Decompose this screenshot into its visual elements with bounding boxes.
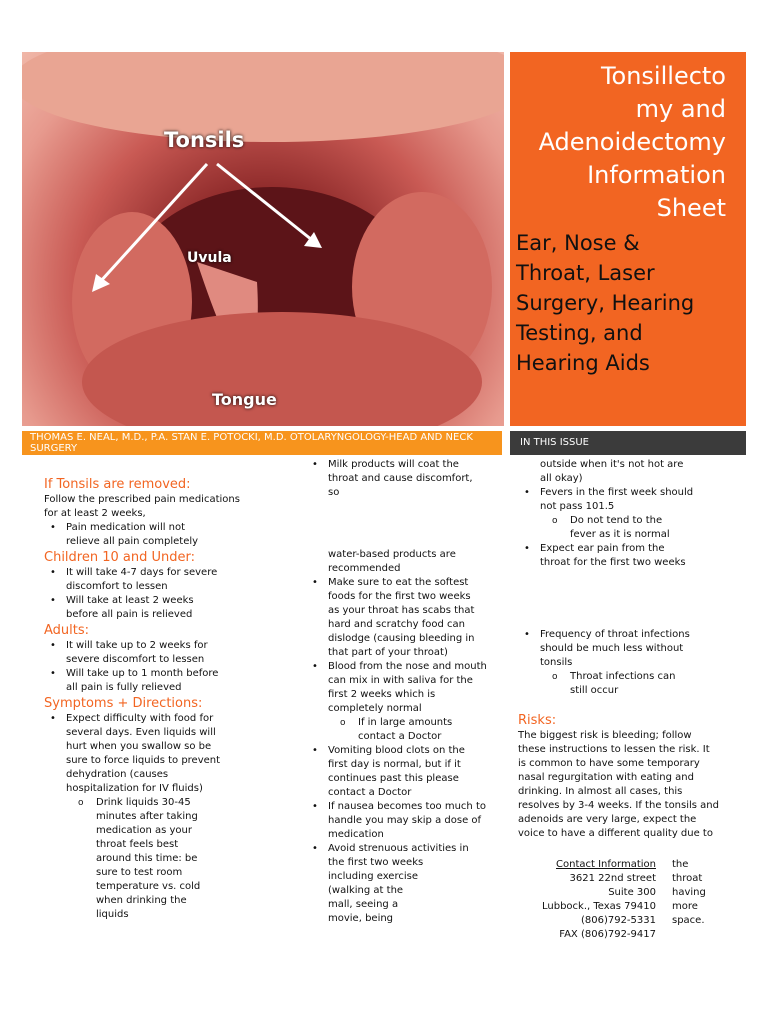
- bullet-continuation: severe discomfort to lessen: [66, 654, 205, 665]
- bullet-item: • Avoid strenuous activities in: [306, 842, 496, 856]
- subtitle-line: Ear, Nose &: [516, 231, 640, 255]
- sub-bullet-continuation: medication as your: [96, 825, 192, 836]
- bullet-continuation: the first two weeks: [328, 857, 424, 868]
- title-panel: [510, 52, 746, 426]
- sub-bullet-item: o Do not tend to the: [518, 514, 744, 528]
- uvula-label: Uvula: [187, 250, 232, 266]
- sub-bullet-continuation: fever as it is normal: [570, 529, 670, 540]
- bullet-continuation: several days. Even liquids will: [66, 727, 216, 738]
- bullet-continuation: handle you may skip a dose of: [328, 815, 482, 826]
- bullet-continuation: sure to force liquids to prevent: [66, 755, 221, 766]
- paragraph-line: drinking. In almost all cases, this: [518, 786, 683, 797]
- bullet-continuation: water-based products are: [328, 549, 456, 560]
- bullet-continuation: dehydration (causes: [66, 769, 169, 780]
- text-line: more: [672, 901, 698, 912]
- sub-bullet-continuation: around this time: be: [96, 853, 198, 864]
- subtitle-line: Testing, and: [516, 321, 643, 345]
- column-1: [44, 476, 284, 922]
- sub-bullet-continuation: when drinking the: [96, 895, 187, 906]
- bullet-item: • If nausea becomes too much to: [306, 800, 496, 814]
- bullet-item: • Milk products will coat the: [306, 458, 496, 472]
- sub-bullet-item: o If in large amounts: [306, 716, 496, 730]
- sub-bullet-continuation: throat feels best: [96, 839, 179, 850]
- bullet-item: • Fevers in the first week should: [518, 486, 744, 500]
- text-line: throat: [672, 873, 703, 884]
- section-heading: If Tonsils are removed:: [44, 477, 191, 492]
- contact-line: FAX (806)792-9417: [559, 929, 656, 940]
- tonsils-label: Tonsils: [164, 128, 245, 152]
- text-line: space.: [672, 915, 705, 926]
- bullet-continuation: recommended: [328, 563, 401, 574]
- doctors-bar: THOMAS E. NEAL, M.D., P.A. STAN E. POTOCKI, M.D. OTOLARYNGOLOGY-HEAD AND NECK SURGERY: [22, 431, 502, 455]
- bullet-continuation: can mix in with saliva for the: [328, 675, 473, 686]
- subtitle-line: Throat, Laser: [516, 261, 655, 285]
- title-line: Sheet: [656, 194, 726, 222]
- sub-bullet-continuation: contact a Doctor: [358, 731, 442, 742]
- contact-block: [516, 858, 656, 942]
- bullet-continuation: hurt when you swallow so be: [66, 741, 212, 752]
- title-line: Tonsillecto: [600, 62, 726, 90]
- bullet-continuation: that part of your throat): [328, 647, 448, 658]
- bullet-continuation: not pass 101.5: [540, 501, 615, 512]
- bullet-continuation: continues past this please: [328, 773, 459, 784]
- sub-bullet-continuation: still occur: [570, 685, 619, 696]
- section-heading: Risks:: [518, 713, 557, 728]
- spacer: [518, 570, 744, 628]
- tonsils-photo: [22, 52, 504, 426]
- page-title: [516, 60, 726, 225]
- bullet-continuation: outside when it's not hot are: [540, 459, 684, 470]
- spacer: [306, 500, 496, 548]
- bullet-continuation: including exercise: [328, 871, 418, 882]
- contact-line: (806)792-5331: [580, 915, 656, 926]
- bullet-continuation: all pain is fully relieved: [66, 682, 182, 693]
- mouth-illustration: [22, 52, 504, 426]
- bullet-item: • Pain medication will not: [44, 521, 284, 535]
- bullet-item: • Expect ear pain from the: [518, 542, 744, 556]
- contact-line: Lubbock., Texas 79410: [541, 901, 656, 912]
- sub-bullet-continuation: minutes after taking: [96, 811, 198, 822]
- bullet-item: • It will take 4-7 days for severe: [44, 566, 284, 580]
- paragraph-line: resolves by 3-4 weeks. If the tonsils and: [518, 800, 719, 811]
- bullet-continuation: medication: [328, 829, 384, 840]
- spacer: [518, 698, 744, 712]
- subtitle-line: Hearing Aids: [516, 351, 650, 375]
- paragraph-line: adenoids are very large, expect the: [518, 814, 697, 825]
- bullet-item: • Will take up to 1 month before: [44, 667, 284, 681]
- page-subtitle: [516, 228, 742, 378]
- bullet-continuation: relieve all pain completely: [66, 536, 199, 547]
- bullet-item: • Frequency of throat infections: [518, 628, 744, 642]
- sub-bullet-continuation: sure to test room: [96, 867, 183, 878]
- bullet-continuation: completely normal: [328, 703, 422, 714]
- bullet-item: • Will take at least 2 weeks: [44, 594, 284, 608]
- bullet-item: • Expect difficulty with food for: [44, 712, 284, 726]
- paragraph-line: for at least 2 weeks,: [44, 508, 146, 519]
- bullet-item: • It will take up to 2 weeks for: [44, 639, 284, 653]
- bullet-continuation: should be much less without: [540, 643, 684, 654]
- column-2: [306, 458, 496, 926]
- bullet-continuation: throat and cause discomfort,: [328, 473, 473, 484]
- bullet-continuation: first day is normal, but if it: [328, 759, 461, 770]
- sub-bullet-item: o Throat infections can: [518, 670, 744, 684]
- contact-title: Contact Information: [556, 859, 656, 870]
- subtitle-line: Surgery, Hearing: [516, 291, 695, 315]
- bullet-continuation: as your throat has scabs that: [328, 605, 475, 616]
- bullet-item: • Make sure to eat the softest: [306, 576, 496, 590]
- contact-line: Suite 300: [608, 887, 656, 898]
- bullet-continuation: before all pain is relieved: [66, 609, 193, 620]
- bullet-continuation: dislodge (causing bleeding in: [328, 633, 475, 644]
- paragraph-line: The biggest risk is bleeding; follow: [518, 730, 692, 741]
- bullet-continuation: hospitalization for IV fluids): [66, 783, 203, 794]
- paragraph-line: these instructions to lessen the risk. It: [518, 744, 710, 755]
- contact-line: 3621 22nd street: [569, 873, 656, 884]
- bullet-continuation: throat for the first two weeks: [540, 557, 686, 568]
- bullet-continuation: contact a Doctor: [328, 787, 412, 798]
- bullet-continuation: so: [328, 487, 340, 498]
- text-line: having: [672, 887, 706, 898]
- paragraph-line: voice to have a different quality due to: [518, 828, 713, 839]
- bullet-continuation: tonsils: [540, 657, 573, 668]
- title-line: my and: [635, 95, 726, 123]
- bullet-continuation: first 2 weeks which is: [328, 689, 436, 700]
- bullet-item: • Blood from the nose and mouth: [306, 660, 496, 674]
- in-this-issue-bar: IN THIS ISSUE: [510, 431, 746, 455]
- bullet-continuation: foods for the first two weeks: [328, 591, 471, 602]
- column-3: [518, 458, 744, 841]
- sub-bullet-continuation: temperature vs. cold: [96, 881, 201, 892]
- tongue-label: Tongue: [212, 390, 277, 409]
- bullet-continuation: discomfort to lessen: [66, 581, 168, 592]
- section-heading: Adults:: [44, 623, 90, 638]
- title-line: Information: [587, 161, 726, 189]
- bullet-continuation: movie, being: [328, 913, 394, 924]
- sub-bullet-continuation: liquids: [96, 909, 129, 920]
- paragraph-line: Follow the prescribed pain medications: [44, 494, 240, 505]
- paragraph-line: nasal regurgitation with eating and: [518, 772, 694, 783]
- sub-bullet-item: o Drink liquids 30-45: [44, 796, 284, 810]
- bullet-continuation: hard and scratchy food can: [328, 619, 465, 630]
- bullet-continuation: all okay): [540, 473, 583, 484]
- section-heading: Symptoms + Directions:: [44, 696, 203, 711]
- bullet-continuation: mall, seeing a: [328, 899, 399, 910]
- title-line: Adenoidectomy: [538, 128, 726, 156]
- risks-continuation: [672, 858, 722, 928]
- paragraph-line: is common to have some temporary: [518, 758, 700, 769]
- section-heading: Children 10 and Under:: [44, 550, 195, 565]
- text-line: the: [672, 859, 689, 870]
- bullet-item: • Vomiting blood clots on the: [306, 744, 496, 758]
- bullet-continuation: (walking at the: [328, 885, 404, 896]
